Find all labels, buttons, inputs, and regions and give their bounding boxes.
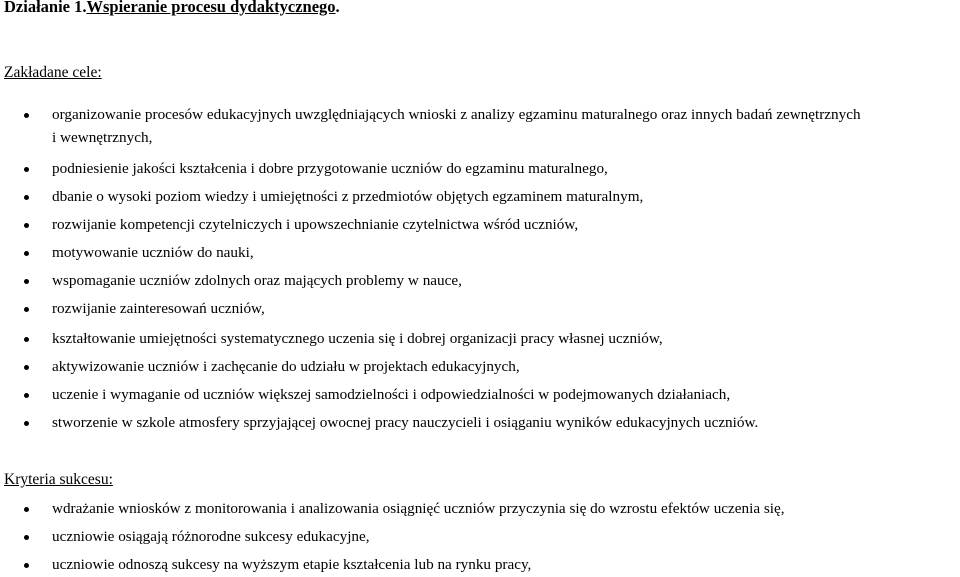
list-item-text: uczniowie osiągają różnorodne sukcesy edukacyjne, (52, 528, 370, 545)
bullet-icon (24, 507, 29, 512)
criteria-label: Kryteria sukcesu: (4, 471, 113, 488)
bullet-icon (24, 307, 29, 312)
list-item-text: uczniowie odnoszą sukcesy na wyższym etapie kształcenia lub na rynku pracy, (52, 556, 532, 573)
goals-label: Zakładane cele: (4, 64, 102, 81)
list-item-text: uczenie i wymaganie od uczniów większej samodzielności i odpowiedzialności w podejmowanych działaniach, (52, 386, 731, 403)
bullet-icon (24, 167, 29, 172)
list-item-text: wspomaganie uczniów zdolnych oraz mających problemy w nauce, (52, 272, 462, 289)
list-item-text: motywowanie uczniów do nauki, (52, 244, 254, 261)
bullet-icon (24, 279, 29, 284)
heading-title: Wspieranie procesu dydaktycznego (86, 0, 336, 16)
heading-prefix: Działanie 1. (4, 0, 87, 16)
list-item-text: dbanie o wysoki poziom wiedzy i umiejętności z przedmiotów objętych egzaminem maturalnym, (52, 188, 644, 205)
heading-suffix: . (335, 0, 340, 16)
bullet-icon (24, 563, 29, 568)
bullet-icon (24, 535, 29, 540)
bullet-icon (24, 251, 29, 256)
list-item-text: podniesienie jakości kształcenia i dobre przygotowanie uczniów do egzaminu maturalnego, (52, 160, 608, 177)
list-item-text: organizowanie procesów edukacyjnych uwzględniających wnioski z analizy egzaminu maturalnego oraz innych badań zewnętrznych (52, 106, 861, 123)
bullet-icon (24, 113, 29, 118)
list-item-text: rozwijanie zainteresowań uczniów, (52, 300, 265, 317)
bullet-icon (24, 195, 29, 200)
list-item-text: rozwijanie kompetencji czytelniczych i upowszechnianie czytelnictwa wśród uczniów, (52, 216, 579, 233)
list-item-text: kształtowanie umiejętności systematycznego uczenia się i dobrej organizacji pracy własnej uczniów, (52, 330, 663, 347)
bullet-icon (24, 421, 29, 426)
bullet-icon (24, 337, 29, 342)
bullet-icon (24, 393, 29, 398)
list-item-text-continuation: i wewnętrznych, (52, 129, 153, 146)
bullet-icon (24, 223, 29, 228)
list-item-text: wdrażanie wniosków z monitorowania i analizowania osiągnięć uczniów przyczynia się do wzrostu efektów uczenia się, (52, 500, 785, 517)
bullet-icon (24, 365, 29, 370)
list-item-text: stworzenie w szkole atmosfery sprzyjającej owocnej pracy nauczycieli i osiąganiu wyników edukacyjnych uczniów. (52, 414, 759, 431)
list-item-text: aktywizowanie uczniów i zachęcanie do udziału w projektach edukacyjnych, (52, 358, 520, 375)
page-heading (4, 0, 340, 17)
